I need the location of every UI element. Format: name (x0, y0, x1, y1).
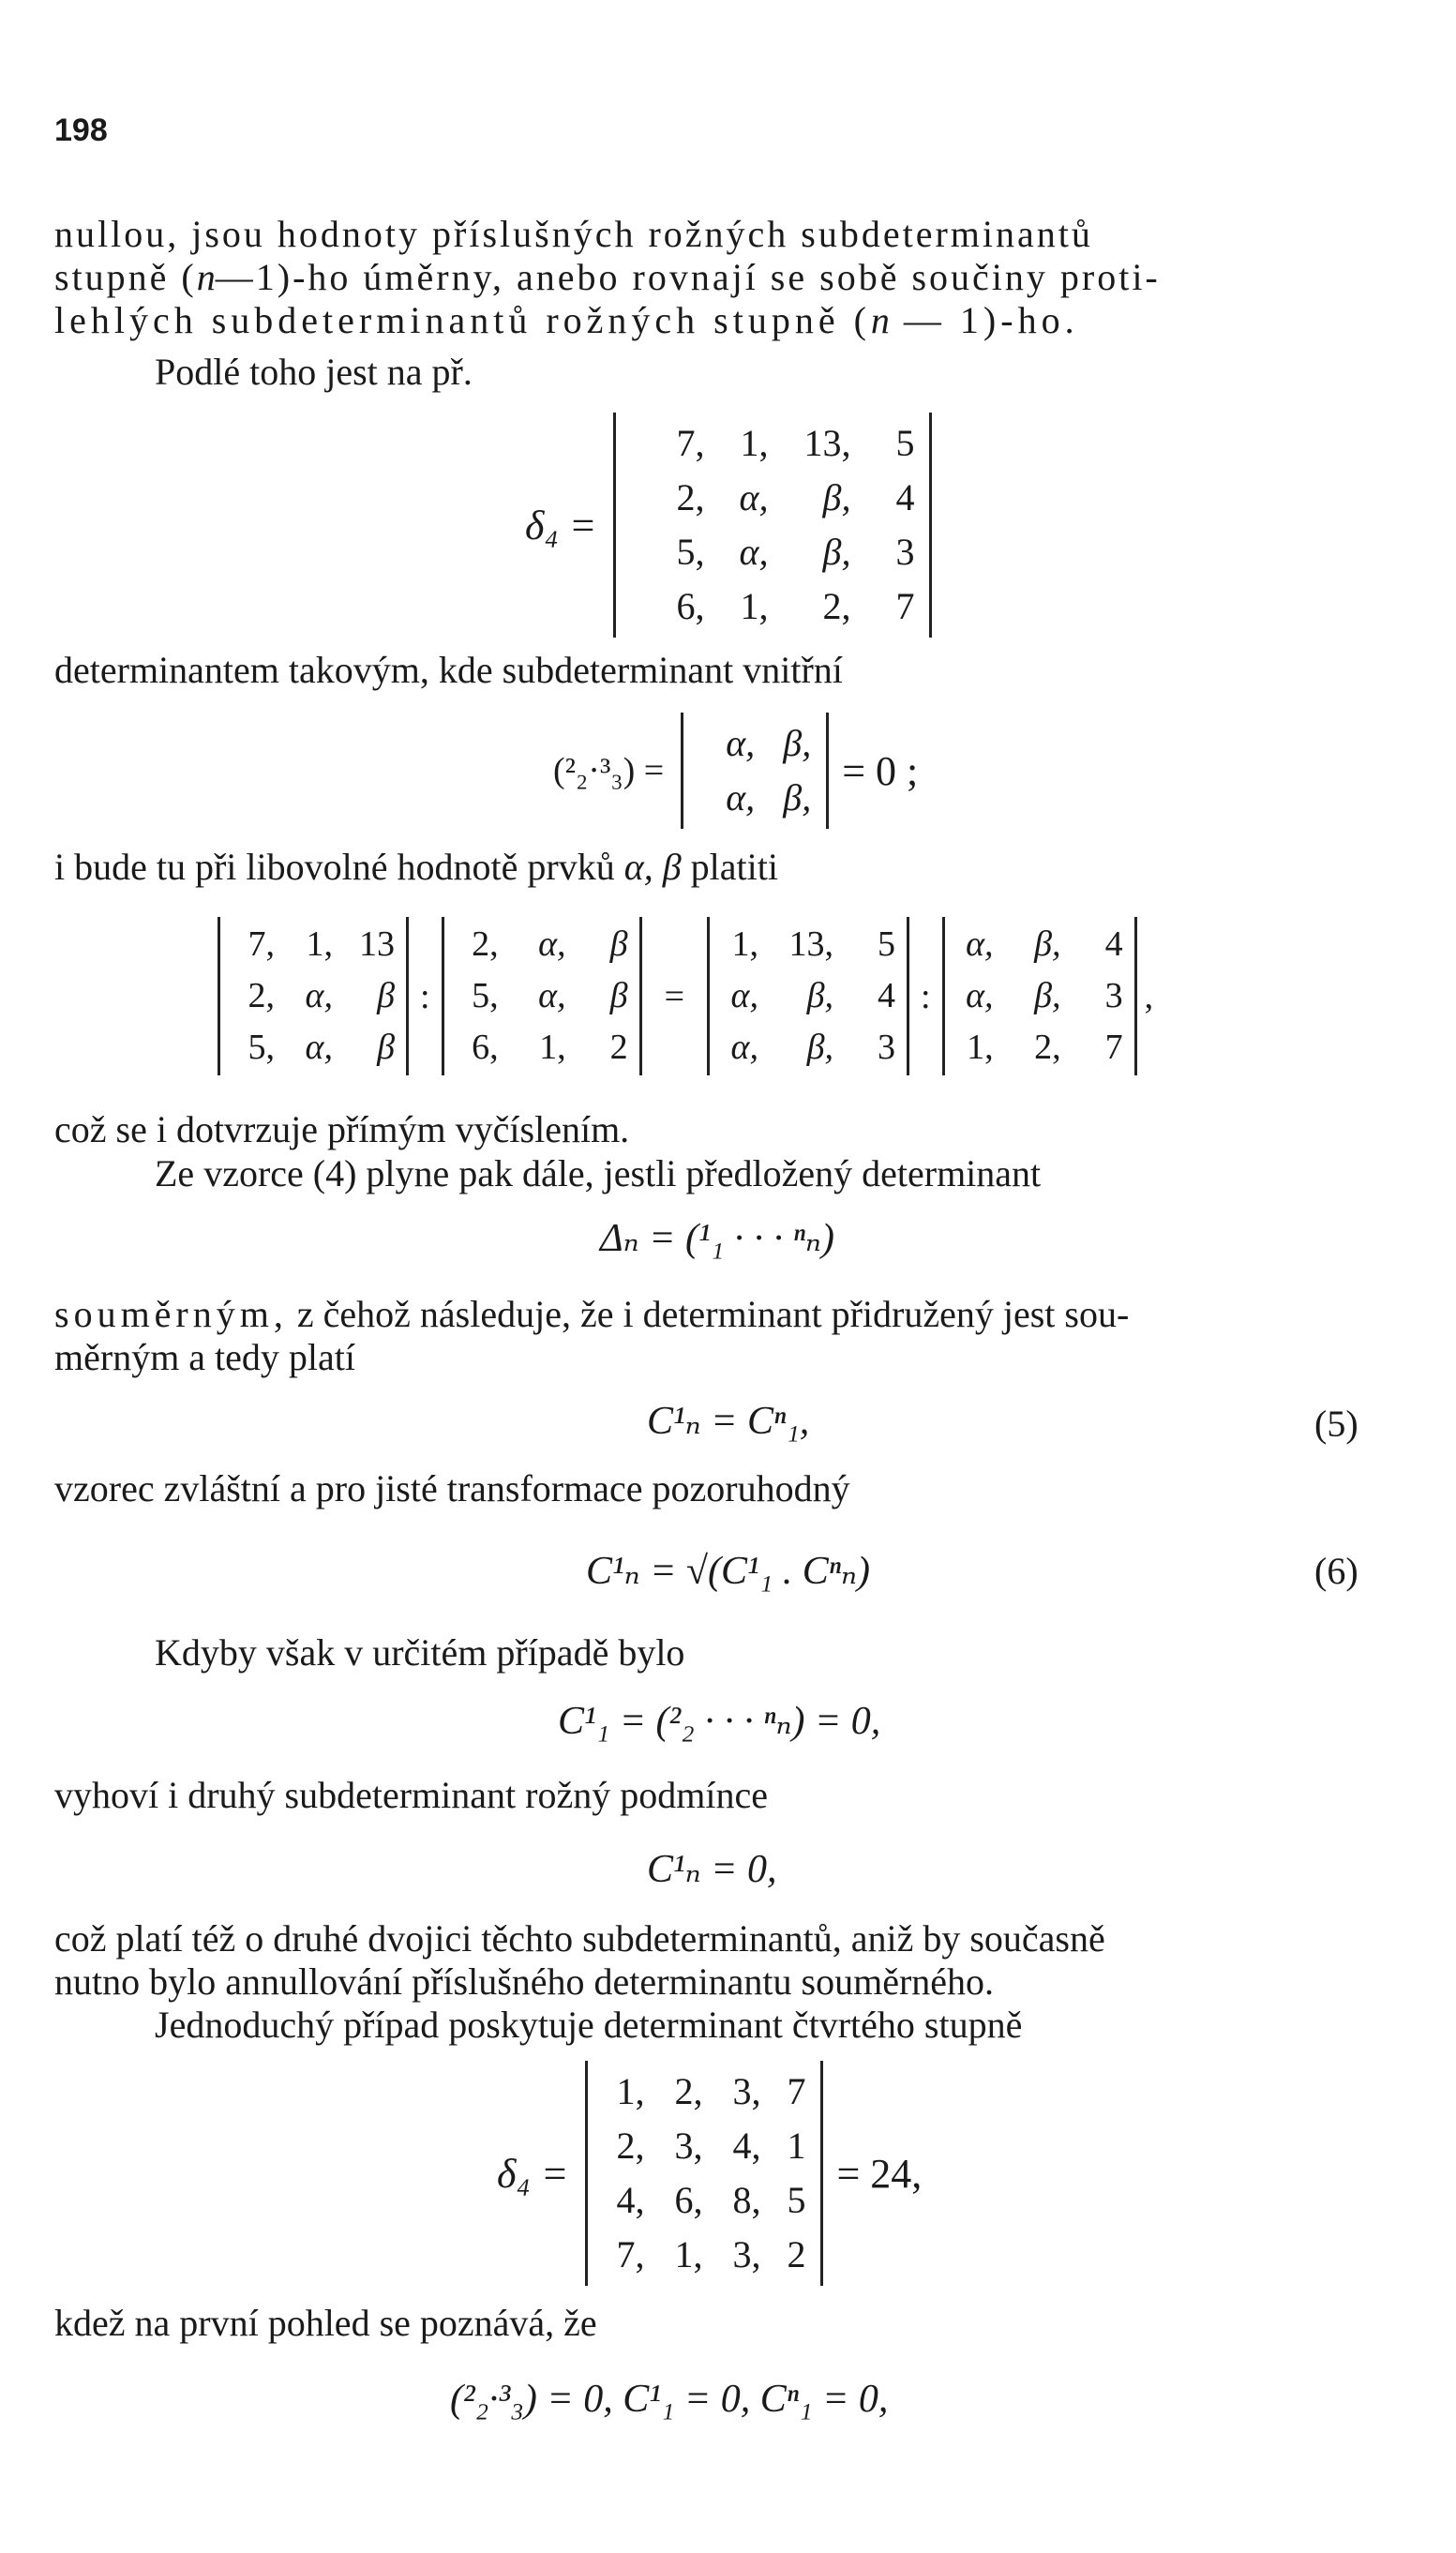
equation-number-6: (6) (1314, 1550, 1358, 1592)
ratio-cell: 5 (878, 924, 895, 964)
ratio-equation (218, 917, 1153, 1075)
ratio-cell: β, (806, 1028, 833, 1068)
ratio-cell: β, (1034, 976, 1061, 1016)
det2-cell: 3, (732, 2070, 761, 2112)
det1-cell: 7 (895, 585, 915, 627)
formula-delta-n: Δₙ = (¹₁ · · · ⁿₙ) (600, 1217, 834, 1260)
det2-cell: 3, (732, 2233, 761, 2275)
det2-cell: 6, (674, 2179, 703, 2221)
ratio-cell: β (609, 924, 628, 964)
formula-last: (²₂·³₃) = 0, C¹₁ = 0, Cⁿ₁ = 0, (450, 2378, 889, 2421)
text-line-8: Ze vzorce (4) plyne pak dále, jestli předložený determinant (155, 1152, 1042, 1194)
text-line-1: nullou, jsou hodnoty příslušných rožných subdeterminantů (54, 213, 1093, 255)
det2-cell: 7, (616, 2233, 645, 2275)
equals-sign: = (664, 976, 684, 1016)
ratio-matrix-2 (442, 917, 642, 1075)
det2-cell: 2 (787, 2233, 806, 2275)
det2-label: δ₄ = (497, 2150, 569, 2197)
formula-8: C¹ₙ = 0, (647, 1848, 777, 1891)
det2-cell: 5 (787, 2179, 806, 2221)
ratio-cell: 5, (248, 1028, 275, 1068)
text-line-12: Kdyby však v určitém případě bylo (155, 1631, 685, 1674)
page-number: 198 (54, 113, 108, 148)
ratio-cell: 7 (1104, 1028, 1123, 1068)
text-line-7: což se i dotvrzuje přímým vyčíslením. (54, 1108, 630, 1150)
det1-cell: 1, (740, 585, 769, 627)
formula-5: C¹ₙ = Cⁿ₁, (647, 1400, 810, 1443)
ratio-cell: β, (806, 976, 833, 1016)
colon-2: : (921, 976, 931, 1016)
text-line-15: nutno bylo annullování příslušného determinantu souměrného. (54, 1960, 995, 2003)
subdeterminant-equation (553, 713, 918, 829)
ratio-cell: α, (538, 976, 566, 1016)
ratio-cell: 2, (1034, 1028, 1061, 1068)
determinant-2 (497, 2061, 922, 2286)
ratio-cell: β (377, 976, 395, 1016)
det2-cell: 1 (787, 2125, 806, 2167)
det2-rhs: = 24, (836, 2150, 923, 2197)
det1-cell: 6, (676, 585, 705, 627)
text-line-16: Jednoduchý případ poskytuje determinant čtvrtého stupně (155, 2004, 1023, 2046)
ratio-cell: α, (305, 976, 333, 1016)
det2-cell: 1, (674, 2233, 703, 2275)
det1-cell: α, (739, 476, 769, 518)
det1-cell: β, (822, 531, 851, 573)
det2-cell: 3, (674, 2125, 703, 2167)
det1-cell: 13, (803, 422, 851, 464)
formula-6: C¹ₙ = √(C¹₁ . Cⁿₙ) (586, 1550, 870, 1593)
sub-cell: α, (726, 722, 756, 764)
formula-7: C¹₁ = (²₂ · · · ⁿₙ) = 0, (558, 1700, 881, 1743)
det1-matrix (613, 413, 932, 638)
ratio-cell: 13 (359, 924, 395, 964)
equation-number-5: (5) (1314, 1403, 1358, 1445)
sub-cell: β, (783, 776, 812, 818)
text-line-5: determinantem takovým, kde subdeterminant vnitřní (54, 649, 843, 691)
determinant-1 (525, 413, 932, 638)
ratio-cell: 1, (731, 924, 758, 964)
ratio-cell: β (377, 1028, 395, 1068)
ratio-cell: 1, (967, 1028, 994, 1068)
ratio-cell: 13, (788, 924, 833, 964)
det1-cell: α, (739, 531, 769, 573)
det2-cell: 4, (732, 2125, 761, 2167)
ratio-cell: 4 (1104, 924, 1123, 964)
ratio-cell: α, (966, 976, 994, 1016)
ratio-cell: 3 (878, 1028, 895, 1068)
ratio-matrix-1 (218, 917, 409, 1075)
text-line-4: Podlé toho jest na př. (155, 351, 473, 393)
text-line-11: vzorec zvláštní a pro jisté transformace pozoruhodný (54, 1467, 850, 1509)
ratio-cell: 2, (248, 976, 275, 1016)
text-line-9: souměrným, z čehož následuje, že i determinant přidružený jest sou- (54, 1293, 1130, 1335)
sub-cell: β, (783, 722, 812, 764)
text-line-14: což platí též o druhé dvojici těchto subdeterminantů, aniž by současně (54, 1917, 1105, 1960)
det2-cell: 8, (732, 2179, 761, 2221)
ratio-cell: 1, (539, 1028, 566, 1068)
det1-cell: 4 (895, 476, 915, 518)
det1-label: δ₄ = (525, 502, 597, 548)
ratio-cell: 1, (306, 924, 333, 964)
ratio-cell: 3 (1104, 976, 1123, 1016)
ratio-cell: α, (538, 924, 566, 964)
ratio-cell: 5, (472, 976, 499, 1016)
ratio-cell: 7, (248, 924, 275, 964)
ratio-cell: 2, (472, 924, 499, 964)
text-line-2: stupně (n—1)-ho úměrny, anebo rovnají se sobě součiny proti- (54, 256, 1161, 298)
sub-cell: α, (726, 776, 756, 818)
sub-label: (²₂·³₃) = (553, 751, 665, 790)
ratio-cell: α, (305, 1028, 333, 1068)
det1-cell: 3 (895, 531, 915, 573)
det1-cell: 2, (676, 476, 705, 518)
det1-cell: 2, (822, 585, 851, 627)
det1-cell: 5, (676, 531, 705, 573)
det1-cell: 5 (895, 422, 915, 464)
ratio-cell: β, (1034, 924, 1061, 964)
det2-cell: 4, (616, 2179, 645, 2221)
ratio-cell: α, (730, 1028, 758, 1068)
det2-cell: 7 (787, 2070, 806, 2112)
text-line-17: kdež na první pohled se poznává, že (54, 2302, 597, 2344)
det1-cell: 1, (740, 422, 769, 464)
ratio-matrix-4 (942, 917, 1137, 1075)
sub-rhs: = 0 ; (842, 747, 919, 794)
text-line-3: lehlých subdeterminantů rožných stupně (n — 1)-ho. (54, 299, 1079, 341)
ratio-comma: , (1144, 976, 1154, 1016)
text-line-13: vyhoví i druhý subdeterminant rožný podmínce (54, 1774, 768, 1816)
ratio-cell: 4 (878, 976, 895, 1016)
sub-matrix (681, 713, 829, 829)
det2-cell: 2, (616, 2125, 645, 2167)
ratio-cell: 2 (609, 1028, 628, 1068)
det2-matrix (585, 2061, 823, 2286)
det1-cell: β, (822, 476, 851, 518)
text-line-10: měrným a tedy platí (54, 1336, 356, 1378)
ratio-cell: α, (966, 924, 994, 964)
ratio-cell: α, (730, 976, 758, 1016)
ratio-cell: 6, (472, 1028, 499, 1068)
det1-cell: 7, (676, 422, 705, 464)
text-line-6: i bude tu při libovolné hodnotě prvků α, β platiti (54, 846, 778, 888)
det2-cell: 2, (674, 2070, 703, 2112)
colon-1: : (420, 976, 430, 1016)
det2-cell: 1, (616, 2070, 645, 2112)
ratio-matrix-3 (707, 917, 909, 1075)
ratio-cell: β (609, 976, 628, 1016)
